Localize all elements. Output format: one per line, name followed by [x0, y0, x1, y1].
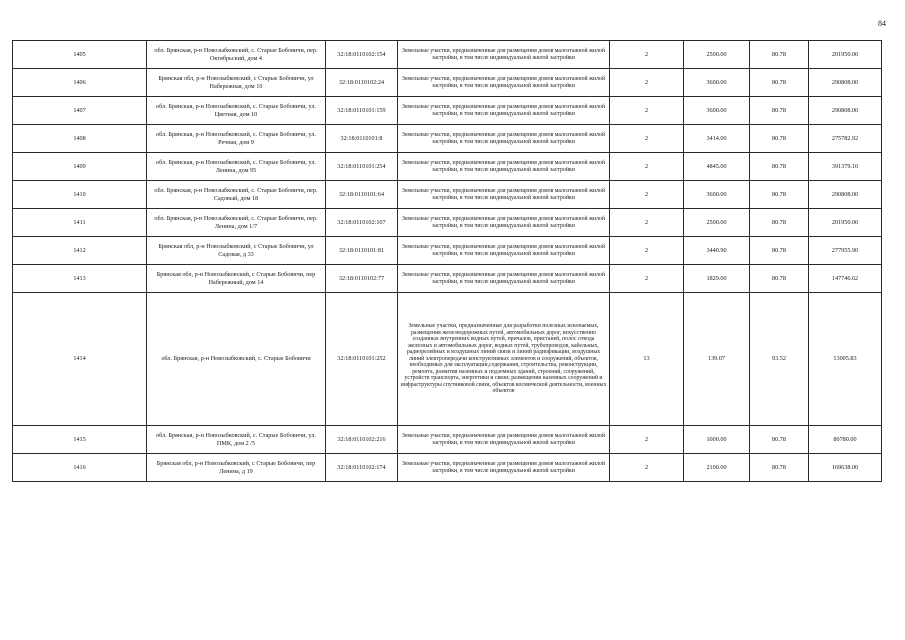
cadastral-number: 32:18:0110101:159 [326, 97, 398, 125]
area-value: 3600.00 [684, 181, 750, 209]
use-group: 13 [610, 293, 684, 426]
rate-value: 80.78 [750, 209, 809, 237]
use-group: 2 [610, 69, 684, 97]
cadastral-number: 32:18:0110102:24 [326, 69, 398, 97]
address-cell: обл. Брянская, р-н Новозыбковский, с. Старые Бобовичи [147, 293, 326, 426]
land-use-type: Земельные участки, предназначенные для размещения домов малоэтажной жилой застройки, в том числе индивидуальной жилой застройки [398, 181, 610, 209]
use-group: 2 [610, 209, 684, 237]
cadastral-number: 32:18:0110101:81 [326, 237, 398, 265]
cadastral-value: 290808.00 [809, 181, 882, 209]
row-number: 1405 [13, 41, 147, 69]
address-cell: Брянская обл, р-н Новозыбковский, с Старые Бобовичи, пер Ленина, д 19 [147, 454, 326, 482]
rate-value: 80.78 [750, 181, 809, 209]
rate-value: 80.78 [750, 265, 809, 293]
cadastral-value: 277955.90 [809, 237, 882, 265]
table-row [13, 265, 882, 293]
use-group: 2 [610, 125, 684, 153]
use-group: 2 [610, 181, 684, 209]
address-cell: обл. Брянская, р-н Новозыбковский, с. Старые Бобовичи, ул. Цветная, дом 10 [147, 97, 326, 125]
land-use-type: Земельные участки, предназначенные для размещения домов малоэтажной жилой застройки, в том числе индивидуальной жилой застройки [398, 454, 610, 482]
area-value: 3440.90 [684, 237, 750, 265]
rate-value: 80.78 [750, 97, 809, 125]
row-number: 1406 [13, 69, 147, 97]
use-group: 2 [610, 265, 684, 293]
row-number: 1408 [13, 125, 147, 153]
land-use-type: Земельные участки, предназначенные для размещения домов малоэтажной жилой застройки, в том числе индивидуальной жилой застройки [398, 125, 610, 153]
cadastral-number: 32:18:0110101:8 [326, 125, 398, 153]
area-value: 3600.00 [684, 69, 750, 97]
use-group: 2 [610, 41, 684, 69]
row-number: 1407 [13, 97, 147, 125]
rate-value: 80.78 [750, 454, 809, 482]
cadastral-number: 32:18:0110101:64 [326, 181, 398, 209]
row-number: 1410 [13, 181, 147, 209]
rate-value: 80.78 [750, 125, 809, 153]
use-group: 2 [610, 237, 684, 265]
address-cell: Брянская обл, р-н Новозыбковский, с Старые Бобовичи, ул Набережная, дом 10 [147, 69, 326, 97]
area-value: 1829.00 [684, 265, 750, 293]
rate-value: 93.52 [750, 293, 809, 426]
rate-value: 80.78 [750, 153, 809, 181]
area-value: 2100.00 [684, 454, 750, 482]
address-cell: обл. Брянская, р-н Новозыбковский, с. Старые Бобовичи, пер. Ленина, дом 1/7 [147, 209, 326, 237]
land-use-type: Земельные участки, предназначенные для размещения домов малоэтажной жилой застройки, в том числе индивидуальной жилой застройки [398, 209, 610, 237]
table-row [13, 237, 882, 265]
table-row [13, 153, 882, 181]
table-row [13, 97, 882, 125]
land-registry-table [12, 40, 882, 482]
land-use-type: Земельные участки, предназначенные для размещения домов малоэтажной жилой застройки, в том числе индивидуальной жилой застройки [398, 97, 610, 125]
cadastral-number: 32:18:0110102:174 [326, 454, 398, 482]
land-use-type: Земельные участки, предназначенные для разработки полезных ископаемых, размещения железнодорожных путей, автомобильных дорог, искусственно созданных внутренних водных путей, причалов, пристаней, полос отвода железных и автомобильных дорог, водных путей, трубопроводов, кабельных, радиорелейных и воздушных линий связи и линий радиофикации, воздушных линий электропередачи конструктивных элементов и сооружений, объектов, необходимых для эксплуатации,содержания, строительства, реконструкции, ремонта, развития наземных и подземных зданий, строений, сооружений, устройств транспорта, энергетики и связи; размещения наземных сооружений и инфраструктуры спутниковой связи, объектов космической деятельности, военных объектов [398, 293, 610, 426]
address-cell: Брянская обл, р-н Новозыбковский, с Старые Бобовичи, пер Набережный, дом 14 [147, 265, 326, 293]
cadastral-number: 32:18:0110102:154 [326, 41, 398, 69]
cadastral-value: 275782.92 [809, 125, 882, 153]
cadastral-number: 32:18:0110102:107 [326, 209, 398, 237]
area-value: 2500.00 [684, 41, 750, 69]
address-cell: обл. Брянская, р-н Новозыбковский, с. Старые Бобовичи, ул. Ленина, дом 95 [147, 153, 326, 181]
row-number: 1409 [13, 153, 147, 181]
row-number: 1416 [13, 454, 147, 482]
table-row [13, 293, 882, 426]
area-value: 139.07 [684, 293, 750, 426]
land-use-type: Земельные участки, предназначенные для размещения домов малоэтажной жилой застройки, в том числе индивидуальной жилой застройки [398, 69, 610, 97]
use-group: 2 [610, 97, 684, 125]
area-value: 4845.00 [684, 153, 750, 181]
use-group: 2 [610, 153, 684, 181]
cadastral-value: 13005.83 [809, 293, 882, 426]
table-row [13, 69, 882, 97]
row-number: 1413 [13, 265, 147, 293]
rate-value: 80.78 [750, 41, 809, 69]
rate-value: 80.78 [750, 237, 809, 265]
address-cell: обл. Брянская, р-н Новозыбковский, с. Старые Бобовичи, ул. Речная, дом 9 [147, 125, 326, 153]
rate-value: 80.78 [750, 69, 809, 97]
land-use-type: Земельные участки, предназначенные для размещения домов малоэтажной жилой застройки, в том числе индивидуальной жилой застройки [398, 237, 610, 265]
table-row [13, 454, 882, 482]
rate-value: 80.78 [750, 426, 809, 454]
page-number: 84 [878, 19, 886, 28]
address-cell: обл. Брянская, р-н Новозыбковский, с. Старые Бобовичи, пер. Садовый, дом 18 [147, 181, 326, 209]
address-cell: обл. Брянская, р-н Новозыбковский, с. Старые Бобовичи, ул. ПМК, дом 2 /5 [147, 426, 326, 454]
cadastral-value: 201950.00 [809, 209, 882, 237]
land-use-type: Земельные участки, предназначенные для размещения домов малоэтажной жилой застройки, в том числе индивидуальной жилой застройки [398, 41, 610, 69]
row-number: 1412 [13, 237, 147, 265]
address-cell: обл. Брянская, р-н Новозыбковский, с. Старые Бобовичи, пер. Октябрьский, дом 4 [147, 41, 326, 69]
row-number: 1415 [13, 426, 147, 454]
area-value: 2500.00 [684, 209, 750, 237]
row-number: 1411 [13, 209, 147, 237]
area-value: 3414.00 [684, 125, 750, 153]
cadastral-value: 201950.00 [809, 41, 882, 69]
use-group: 2 [610, 426, 684, 454]
cadastral-number: 32:18:0110101:252 [326, 293, 398, 426]
row-number: 1414 [13, 293, 147, 426]
cadastral-value: 80780.00 [809, 426, 882, 454]
table-row [13, 41, 882, 69]
area-value: 1000.00 [684, 426, 750, 454]
cadastral-value: 290808.00 [809, 97, 882, 125]
cadastral-value: 391379.10 [809, 153, 882, 181]
land-use-type: Земельные участки, предназначенные для размещения домов малоэтажной жилой застройки, в том числе индивидуальной жилой застройки [398, 153, 610, 181]
address-cell: Брянская обл, р-н Новозыбковский, с Старые Бобовичи, ул Садовая, д 33 [147, 237, 326, 265]
table-row [13, 426, 882, 454]
land-use-type: Земельные участки, предназначенные для размещения домов малоэтажной жилой застройки, в том числе индивидуальной жилой застройки [398, 426, 610, 454]
cadastral-number: 32:18:0110101:254 [326, 153, 398, 181]
use-group: 2 [610, 454, 684, 482]
cadastral-value: 169638.00 [809, 454, 882, 482]
cadastral-number: 32:18:0110102:216 [326, 426, 398, 454]
cadastral-number: 32:18:0110102:77 [326, 265, 398, 293]
cadastral-value: 290808.00 [809, 69, 882, 97]
table-row [13, 209, 882, 237]
table-row [13, 181, 882, 209]
land-use-type: Земельные участки, предназначенные для размещения домов малоэтажной жилой застройки, в том числе индивидуальной жилой застройки [398, 265, 610, 293]
cadastral-value: 147746.62 [809, 265, 882, 293]
area-value: 3600.00 [684, 97, 750, 125]
table-row [13, 125, 882, 153]
